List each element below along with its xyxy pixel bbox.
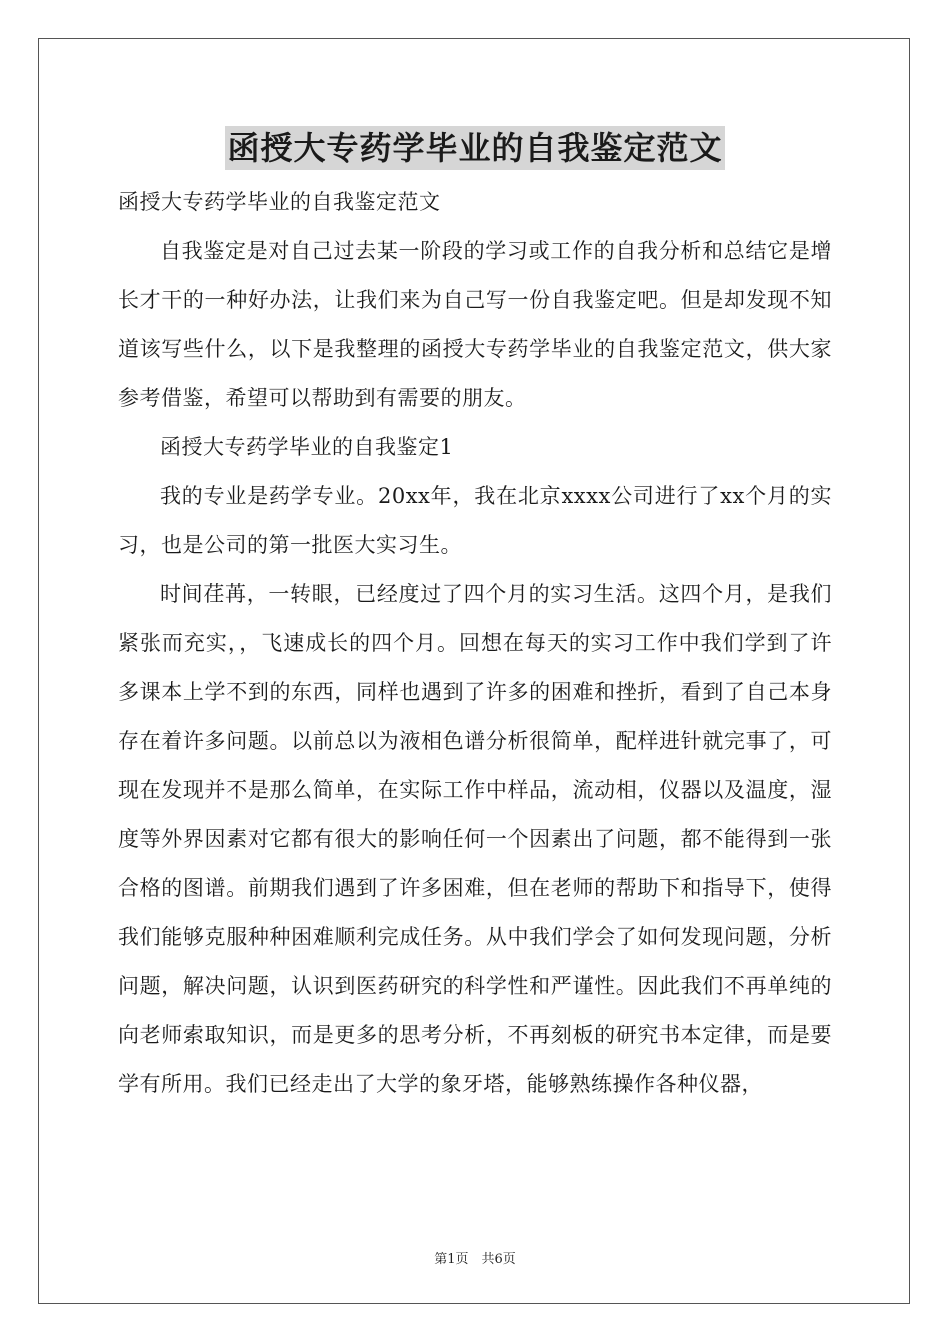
section-heading: 函授大专药学毕业的自我鉴定1 — [160, 435, 454, 459]
document-title: 函授大专药学毕业的自我鉴定范文 — [225, 126, 724, 170]
paragraph-internship: 时间荏苒，一转眼，已经度过了四个月的实习生活。这四个月，是我们紧张而充实，，飞速成长的四个月。回想在每天的实习工作中我们学到了许多课本上学不到的东西，同样也遇到了许多的困难和挫折，看到了自己本身存在着许多问题。以前总以为液相色谱分析很简单，配样进针就完事了，可现在发现并不是那么简单，在实际工作中样品，流动相，仪器以及温度，湿度等外界因素对它都有很大的影响任何一个因素出了问题，都不能得到一张合格的图谱。前期我们遇到了许多困难，但在老师的帮助下和指导下，使得我们能够克服种种困难顺利完成任务。从中我们学会了如何发现问题，分析问题，解决问题，认识到医药研究的科学性和严谨性。因此我们不再单纯的向老师索取知识，而是更多的思考分析，不再刻板的研究书本定律，而是要学有所用。我们已经走出了大学的象牙塔，能够熟练操作各种仪器， — [118, 582, 832, 1096]
document-body — [118, 178, 832, 1109]
paragraph-intro: 自我鉴定是对自己过去某一阶段的学习或工作的自我分析和总结它是增长才干的一种好办法，让我们来为自己写一份自我鉴定吧。但是却发现不知道该写些什么，以下是我整理的函授大专药学毕业的自我鉴定范文，供大家参考借鉴，希望可以帮助到有需要的朋友。 — [118, 239, 832, 410]
title-container — [0, 126, 950, 170]
document-subtitle: 函授大专药学毕业的自我鉴定范文 — [118, 190, 441, 214]
paragraph-major: 我的专业是药学专业。20xx年，我在北京xxxx公司进行了xx个月的实习，也是公司的第一批医大实习生。 — [118, 484, 832, 557]
page-footer: 第1页 共6页 — [434, 1252, 516, 1267]
